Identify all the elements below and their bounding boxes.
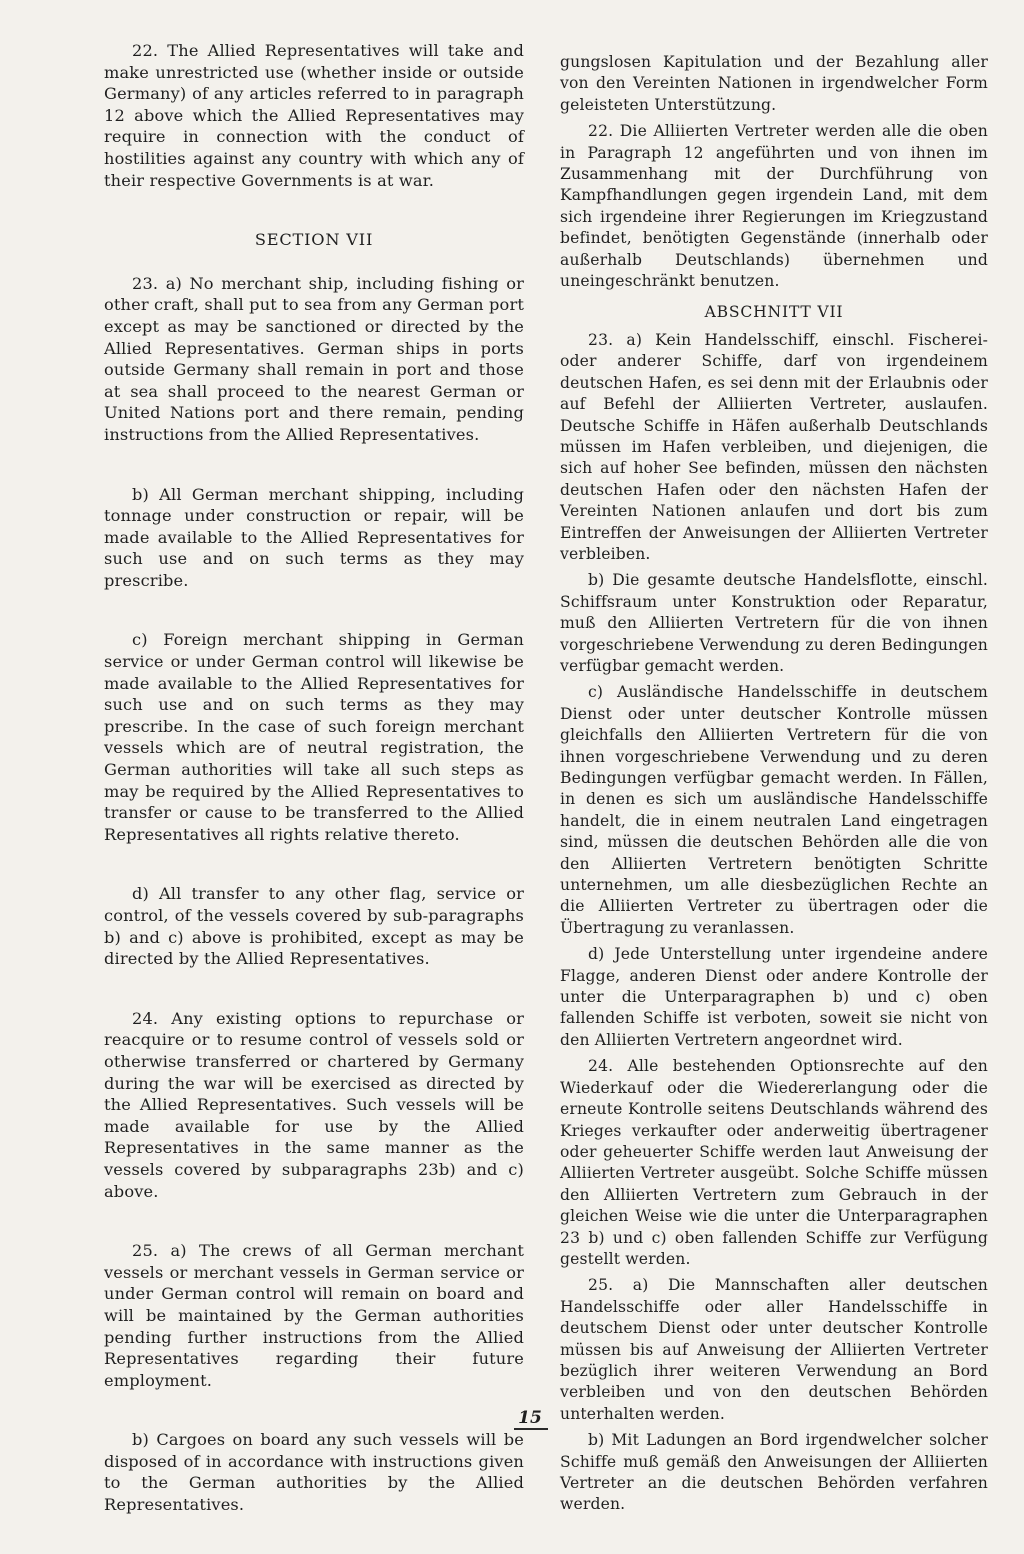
paragraph-24-de: 24. Alle bestehenden Optionsrechte auf den Wiederkauf oder die Wiedererlangung oder die erneute Kontrolle seitens Deutschlands während des Krieges verkaufter oder anderweitig übertragener oder geheuerter Schiffe werden laut Anweisung der Alliierten Vertreter ausgeübt. Solche Schiffe müssen den Alliierten Vertretern zum Gebrauch in der gleichen Weise wie die unter die Unterparagraphen 23 b) und c) oben fallenden Schiffe zur Verfügung gestellt werden. — [560, 1057, 988, 1268]
english-column — [104, 40, 524, 1554]
paragraph-23a-en: 23. a) No merchant ship, including fishing or other craft, shall put to sea from any German port except as may be sanctioned or directed by the Allied Representatives. German ships in ports outside Germany shall remain in port and those at sea shall proceed to the nearest German or United Nations port and there remain, pending instructions from the Allied Representatives. — [104, 273, 524, 444]
paragraph-continuation-de: gungslosen Kapitulation und der Bezahlung aller von den Vereinten Nationen in irgendwelcher Form geleisteten Unterstützung. — [560, 53, 988, 114]
paragraph-24-en: 24. Any existing options to repurchase or reacquire or to resume control of vessels sold or otherwise transferred or chartered by Germany during the war will be exercised as directed by the Allied Representatives. Such vessels will be made available for use by the Allied Representatives in the same manner as the vessels covered by subparagraphs 23b) and c) above. — [104, 1008, 524, 1201]
paragraph-23d-de: d) Jede Unterstellung unter irgendeine andere Flagge, anderen Dienst oder andere Kontrolle der unter die Unterparagraphen b) und c) oben fallenden Schiffe ist verboten, soweit sie nicht von den Alliierten Vertretern angeordnet wird. — [560, 945, 988, 1049]
paragraph-23c-en: c) Foreign merchant shipping in German service or under German control will likewise be made available to the Allied Representatives for such use and on such terms as they may prescribe. In the case of such foreign merchant vessels which are of neutral registration, the German authorities will take all such steps as may be required by the Allied Representatives to transfer or cause to be transferred to the Allied Representatives all rights relative thereto. — [104, 630, 524, 844]
paragraph-23b-en: b) All German merchant shipping, including tonnage under construction or repair, will be made available to the Allied Representatives for such use and on such terms as they may prescribe. — [104, 484, 524, 590]
section-heading-de: ABSCHNITT VII — [704, 303, 844, 322]
paragraph-25b-de: b) Mit Ladungen an Bord irgendwelcher solcher Schiffe muß gemäß den Anweisungen der Alliierten Vertreter an die deutschen Behörden verfahren werden. — [560, 1431, 988, 1514]
paragraph-23b-de: b) Die gesamte deutsche Handelsflotte, einschl. Schiffsraum unter Konstruktion oder Reparatur, muß den Alliierten Vertretern für die von ihnen vorgeschriebene Verwendung zu deren Bedingungen verfügbar gemacht werden. — [560, 571, 988, 675]
page-number-underline — [514, 1428, 548, 1430]
paragraph-22-en: 22. The Allied Representatives will take and make unrestricted use (whether inside or outside Germany) of any articles referred to in paragraph 12 above which the Allied Representatives may require in connection with the conduct of hostilities against any country with which any of their respective Governments is at war. — [104, 41, 524, 190]
paragraph-22-de: 22. Die Alliierten Vertreter werden alle die oben in Paragraph 12 angeführten und von ihnen im Zusammenhang mit der Durchführung von Kampfhandlungen gegen irgendein Land, mit dem sich irgendeine ihrer Regierungen im Kriegzustand befindet, benötigten Gegenstände (innerhalb oder außerhalb Deutschlands) übernehmen und uneingeschränkt benutzen. — [560, 122, 988, 291]
page-number: 15 — [518, 1408, 542, 1428]
paragraph-25a-en: 25. a) The crews of all German merchant vessels or merchant vessels in German service or under German control will remain on board and will be maintained by the German authorities pending further instructions from the Allied Representatives regarding their future employment. — [104, 1241, 524, 1390]
paragraph-23c-de: c) Ausländische Handelsschiffe in deutschem Dienst oder unter deutscher Kontrolle müssen gleichfalls den Alliierten Vertretern für die von ihnen vorgeschriebene Verwendung und zu deren Bedingungen verfügbar gemacht werden. In Fällen, in denen es sich um ausländische Handelsschiffe handelt, die in einem neutralen Land eingetragen sind, müssen die deutschen Behörden alle die von den Alliierten Vertretern benötigten Schritte unternehmen, um alle diesbezüglichen Rechte an die Alliierten Vertreter zu übertragen oder die Übertragung zu veranlassen. — [560, 683, 988, 937]
paragraph-23d-en: d) All transfer to any other flag, service or control, of the vessels covered by sub-paragraphs b) and c) above is prohibited, except as may be directed by the Allied Representatives. — [104, 884, 524, 969]
paragraph-23a-de: 23. a) Kein Handelsschiff, einschl. Fischerei- oder anderer Schiffe, darf von irgendeinem deutschen Hafen, es sei denn mit der Erlaubnis oder auf Befehl der Alliierten Vertreter, auslaufen. Deutsche Schiffe in Häfen außerhalb Deutschlands müssen im Hafen verbleiben, und diejenigen, die sich auf hoher See befinden, müssen den nächsten deutschen Hafen oder den nächsten Hafen der Vereinten Nationen anlaufen und dort bis zum Eintreffen der Anweisungen der Alliierten Vertreter verbleiben. — [560, 330, 988, 563]
paragraph-25a-de: 25. a) Die Mannschaften aller deutschen Handelsschiffe oder aller Handelsschiffe in deutschem Dienst oder unter deutscher Kontrolle müssen bis auf Anweisung der Alliierten Vertreter bezüglich ihrer weiteren Verwendung an Bord verbleiben und von den deutschen Behörden unterhalten werden. — [560, 1276, 988, 1423]
section-heading-en: SECTION VII — [254, 230, 374, 250]
paragraph-25b-en: b) Cargoes on board any such vessels will be disposed of in accordance with instructions given to the German authorities by the Allied Representatives. — [104, 1430, 524, 1515]
german-column — [560, 52, 988, 1521]
